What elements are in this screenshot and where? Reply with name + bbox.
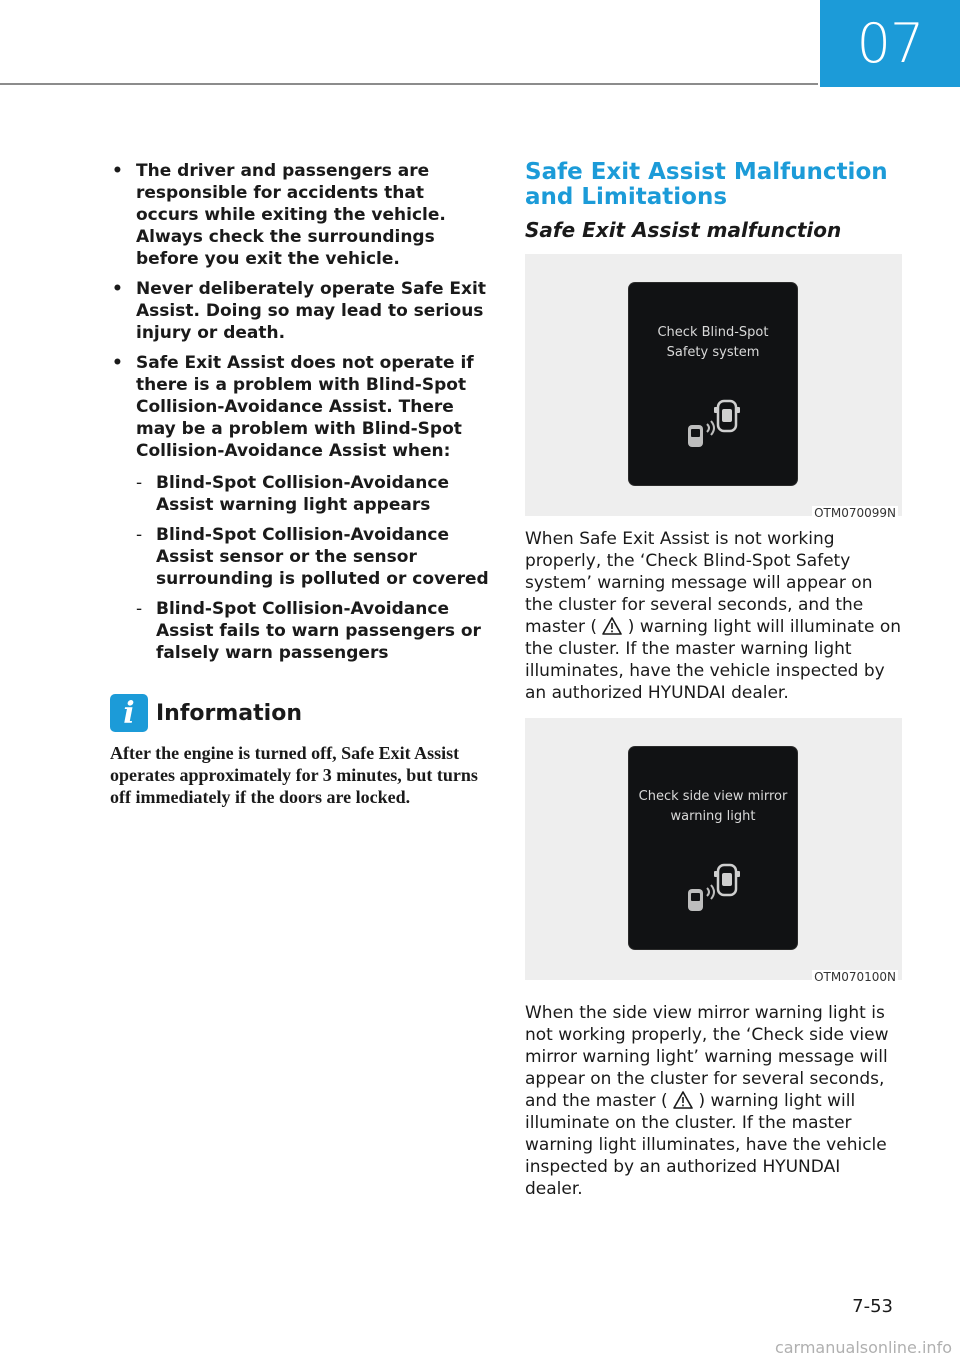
watermark: carmanualsonline.info [774,1338,952,1357]
cluster-message: Check Blind-Spot Safety system [657,325,769,360]
sub-bullet-item: - Blind-Spot Collision-Avoidance Assist warning light appears [136,473,449,515]
figure-caption: OTM070099N [814,506,896,520]
chapter-tab: 07 [820,0,960,87]
information-text: After the engine is turned off, Safe Exit Assist operates approximately for 3 minutes, but turns off immediately if the doors are locked. [110,743,478,807]
sub-bullet-list [136,472,490,664]
page-number: 7-53 [852,1296,893,1317]
warning-bullet-list [110,160,490,664]
information-title: Information [156,700,302,726]
subsection-title: Safe Exit Assist malfunction [525,218,842,242]
figure-caption: OTM070100N [814,970,896,984]
blind-spot-cars-icon [684,398,744,453]
sub-bullet-item: - Blind-Spot Collision-Avoidance Assist sensor or the sensor surrounding is polluted or covered [136,525,489,589]
sub-bullet-item: - Blind-Spot Collision-Avoidance Assist fails to warn passengers or falsely warn passengers [136,599,481,663]
cluster-screen [629,283,797,485]
section-title: Safe Exit Assist Malfunction and Limitations [525,159,888,210]
cluster-screen [629,747,797,949]
master-warning-icon [602,617,622,635]
information-icon: i [110,694,148,732]
malfunction-paragraph: When Safe Exit Assist is not working properly, the ‘Check Blind-Spot Safety system’ warning message will appear on the cluster for several seconds, and the master ( ) warning light will illuminate on the cluster. If the master warning light illuminates, have the vehicle inspected by an authorized HYUNDAI dealer. [525,529,901,703]
bullet-item: • Never deliberately operate Safe Exit Assist. Doing so may lead to serious injury or death. [112,279,486,343]
right-column [525,160,902,1200]
mirror-warning-paragraph: When the side view mirror warning light is not working properly, the ‘Check side view mirror warning light’ warning message will appear on the cluster for several seconds, and the master ( ) warning light will illuminate on the cluster. If the master warning light illuminates, have the vehicle inspected by an authorized HYUNDAI dealer. [525,1003,889,1199]
bullet-item: • The driver and passengers are responsible for accidents that occurs while exiting the vehicle. Always check the surroundings before you exit the vehicle. [112,161,446,269]
header-rule [0,83,818,85]
cluster-message: Check side view mirror warning light [638,789,788,824]
cluster-figure-blind-spot [525,254,902,520]
cluster-figure-side-mirror [525,718,902,984]
information-header [110,694,490,732]
master-warning-icon [673,1091,693,1109]
bullet-item: • Safe Exit Assist does not operate if there is a problem with Blind-Spot Collision-Avoidance Assist. There may be a problem with Blind-Spot Collision-Avoidance Assist when: - Blind-Spot Collision-Avoidance Assist warning light appears - Blind-Spot Collision-Avoidance Assist sensor or the sensor surrounding is polluted or covered - Blind-Spot Collision-Avoidance Assist fails to warn passengers or falsely warn passengers [112,353,489,663]
left-column [110,160,490,808]
blind-spot-cars-icon [684,862,744,917]
